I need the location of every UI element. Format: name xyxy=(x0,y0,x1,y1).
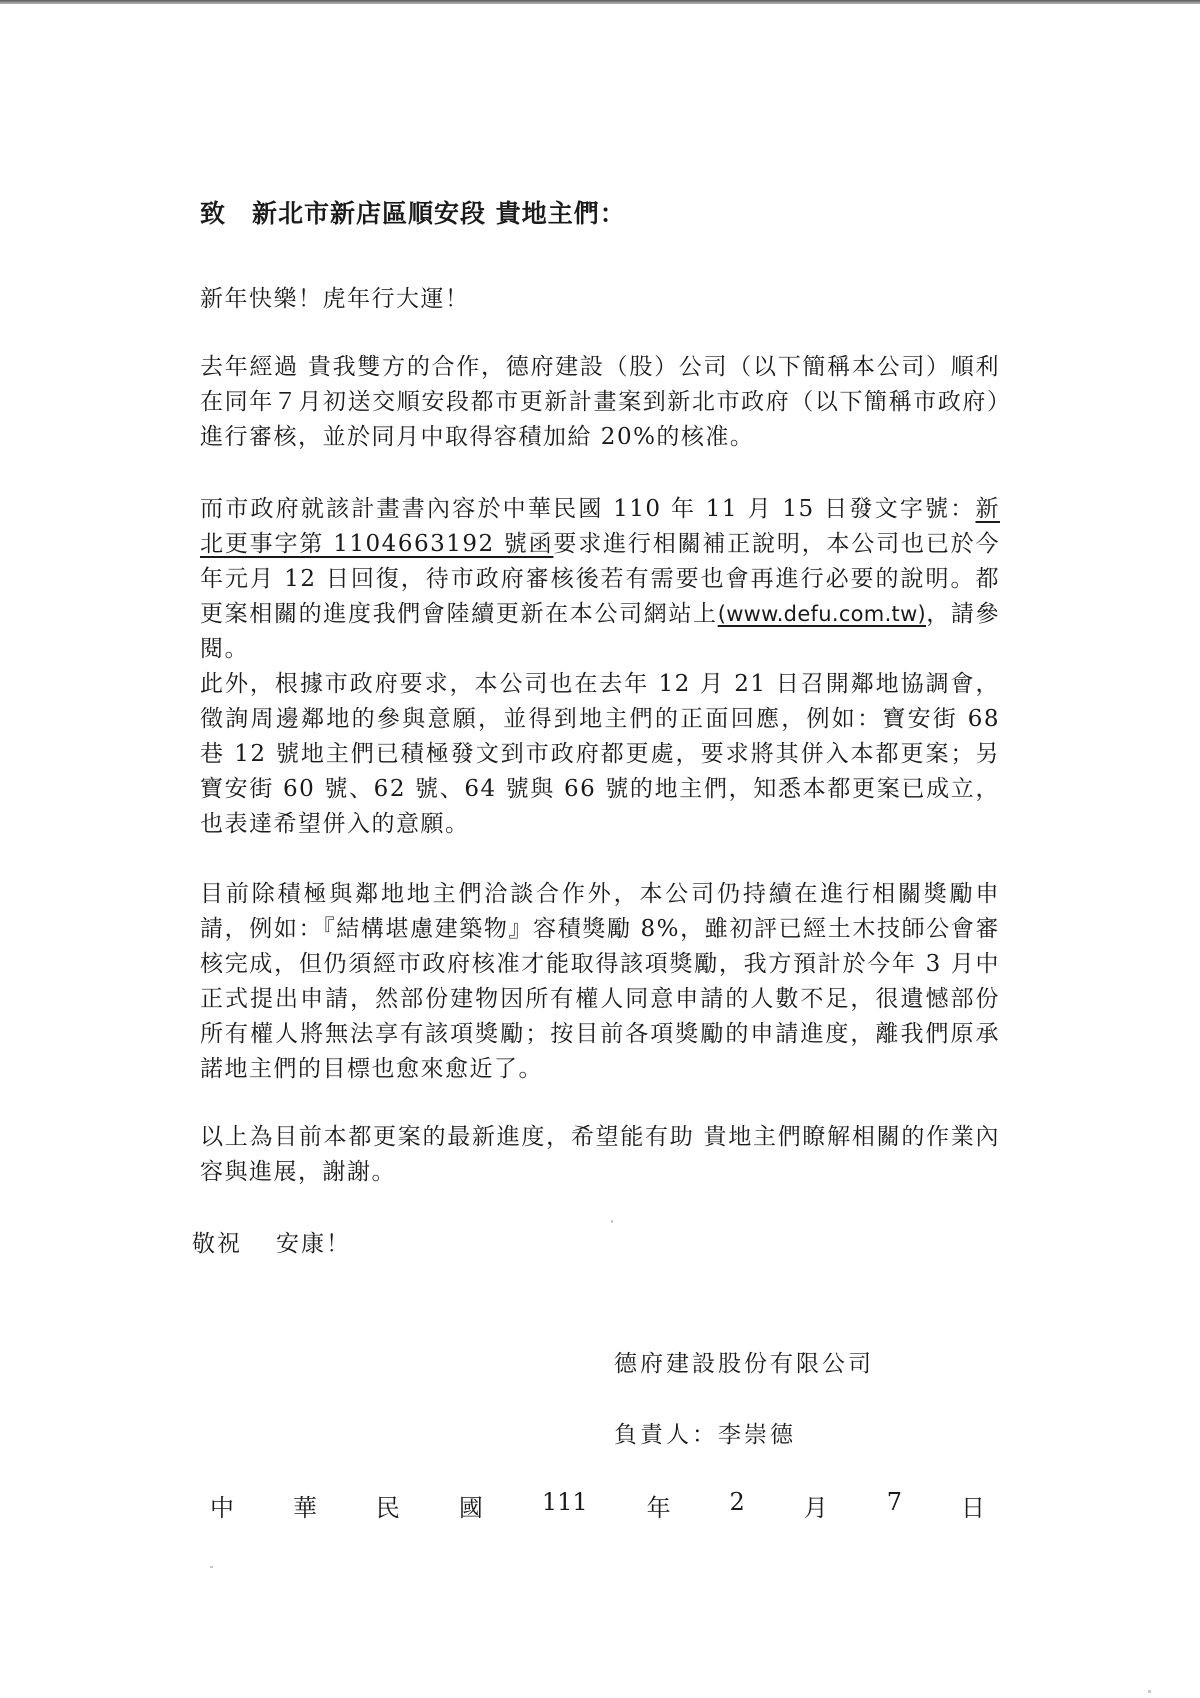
date-day: 7 xyxy=(886,1488,902,1516)
date-day-unit: 日 xyxy=(960,1494,985,1522)
p2-text-after: ，請參閱。 xyxy=(200,601,1001,662)
paragraph-neighbor-meeting: 此外，根據市政府要求，本公司也在去年 12 月 21 日召開鄰地協調會，徵詢周邊鄰地的參與意願，並得到地主們的正面回應，例如：寶安街 68 巷 12 號地主們已積極發文到市政府都更處，要求將其併入本都更案；另寶安街 60 號、62 號、64 號與 66 號的地主們，知悉本都更案已成立，也表達希望併入的意願。 xyxy=(200,671,1000,837)
paragraph-summary: 以上為目前本都更案的最新進度，希望能有助 貴地主們瞭解相關的作業內容與進展，謝謝。 xyxy=(200,1124,1000,1185)
date-month: 2 xyxy=(729,1488,745,1516)
signature-representative: 負責人：李崇德 xyxy=(614,1422,796,1448)
closing-respect: 敬祝 xyxy=(192,1231,242,1257)
salutation-prefix: 致 xyxy=(200,199,227,228)
p2-text-middle: 要求進行相關補正說明，本公司也已於今年元月 12 日回復，待市政府審核後若有需要也會再進行必要的說明。都更案相關的進度我們會陸續更新在本公司網站上 xyxy=(200,531,1000,627)
salutation-addressee: 新北市新店區順安段 貴地主們： xyxy=(252,199,626,228)
date-char-min: 民 xyxy=(375,1494,400,1522)
date-month-unit: 月 xyxy=(803,1494,828,1522)
date-char-hua: 華 xyxy=(292,1494,317,1522)
date-year-unit: 年 xyxy=(646,1494,671,1522)
closing-wish: 安康！ xyxy=(276,1231,351,1257)
document-number: 新北更事字第 1104663192 號函 xyxy=(200,496,1000,557)
p2-text-before: 而市政府就該計畫書內容於中華民國 110 年 11 月 15 日發文字號： xyxy=(200,496,976,522)
paragraph-bonus-application: 目前除積極與鄰地地主們洽談合作外，本公司仍持續在進行相關獎勵申請，例如：『結構堪慮建築物』容積獎勵 8%，雖初評已經土木技師公會審核完成，但仍須經市政府核准才能取得該項獎勵，我方預計於今年 3 月中正式提出申請，然部份建物因所有權人同意申請的人數不足，很遺憾部份所有權人將無法享有該項獎勵；按目前各項獎勵的申請進度，離我們原承諾地主們的目標也愈來愈近了。 xyxy=(200,881,1000,1082)
date-char-zhong: 中 xyxy=(210,1494,234,1522)
website-link[interactable]: (www.defu.com.tw) xyxy=(717,602,927,626)
closing-salutation xyxy=(192,1225,351,1258)
greeting: 新年快樂！虎年行大運！ xyxy=(200,286,470,312)
scan-speck xyxy=(210,1566,213,1568)
date-year: 111 xyxy=(541,1488,588,1516)
paragraph-project-approval: 去年經過 貴我雙方的合作，德府建設（股）公司（以下簡稱本公司）順利在同年７月初送交順安段都市更新計畫案到新北市政府（以下簡稱市政府）進行審核，並於同月中取得容積加給 20%的核准。 xyxy=(200,354,1000,450)
scan-speck xyxy=(611,1220,613,1223)
paragraph-government-review xyxy=(200,492,1000,667)
scan-speck xyxy=(1148,1690,1151,1693)
letter-date xyxy=(210,1488,985,1523)
date-char-guo: 國 xyxy=(458,1494,483,1522)
signature-company: 德府建設股份有限公司 xyxy=(614,1351,874,1377)
salutation xyxy=(200,194,626,230)
